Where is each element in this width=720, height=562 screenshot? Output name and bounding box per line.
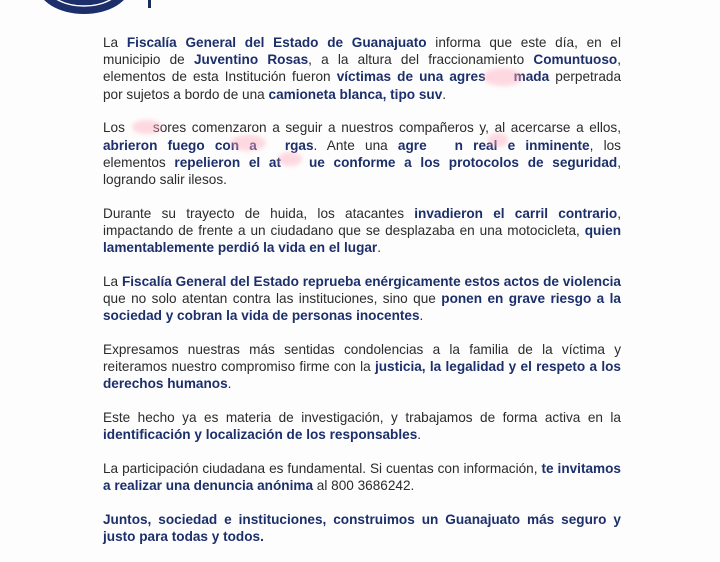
blurred-redaction bbox=[230, 135, 266, 151]
text-run: La bbox=[103, 273, 122, 289]
text-run: , impactando de frente a un ciudadano que se desplazaba en una motocicleta, bbox=[103, 205, 621, 238]
text-run: sores comenzaron a seguir a nuestros compañeros y, al acercarse a ellos, bbox=[152, 120, 621, 136]
blurred-redaction bbox=[278, 152, 302, 166]
letterhead-divider bbox=[148, 0, 151, 8]
paragraph-3 bbox=[103, 205, 621, 257]
bold-text: víctimas de una agres bbox=[336, 69, 486, 85]
text-run: Este hecho ya es materia de investigación, y trabajamos de forma activa en la bbox=[103, 409, 621, 425]
paragraph-4 bbox=[103, 273, 621, 325]
text-run: La bbox=[103, 35, 127, 50]
bold-text: mada bbox=[513, 69, 550, 85]
bold-text: quien lamentablemente perdió la vida en el lugar bbox=[103, 222, 621, 256]
text-run: La participación ciudadana es fundamental. Si cuentas con información, bbox=[103, 460, 542, 476]
paragraph-8 bbox=[103, 511, 621, 545]
bold-text: te invitamos a realizar una denuncia anónima bbox=[103, 460, 621, 494]
text-run: . Ante una bbox=[313, 137, 398, 153]
text-run: Durante su trayecto de huida, los atacantes bbox=[103, 205, 415, 221]
text-run: , a la altura del fraccionamiento bbox=[308, 52, 534, 68]
blurred-redaction bbox=[483, 68, 523, 86]
paragraph-5 bbox=[103, 341, 621, 393]
bold-text: invadieron el carril contrario bbox=[414, 205, 618, 221]
paragraph-1 bbox=[103, 34, 621, 103]
text-run: . bbox=[417, 427, 422, 443]
bold-text: rgas bbox=[284, 137, 314, 153]
press-release-body bbox=[103, 34, 621, 562]
bold-text: justicia, la legalidad y el respeto a los derechos humanos bbox=[103, 359, 621, 392]
bold-text: identificación y localización de los responsables bbox=[103, 427, 418, 443]
text-run: informa que este día, en el municipio de bbox=[103, 35, 621, 68]
blurred-redaction bbox=[488, 133, 508, 147]
bold-text: ponen en grave riesgo a la sociedad y cobran la vida de personas inocentes bbox=[103, 290, 621, 324]
bold-text: repelieron el at bbox=[174, 154, 281, 170]
text-run: , los elementos bbox=[103, 137, 621, 170]
paragraph-6 bbox=[103, 409, 621, 443]
text-run: . bbox=[227, 376, 232, 392]
bold-text: ue conforme a los protocolos de seguridad bbox=[308, 154, 618, 170]
bold-text: camioneta blanca, tipo suv bbox=[268, 86, 443, 102]
text-run: perpetrada por sujetos a bordo de una bbox=[103, 69, 622, 102]
text-run: Expresamos nuestras más sentidas condolencias a la familia de la víctima y reiteramos nuestro compromiso firme con la bbox=[103, 341, 621, 375]
bold-text: agre bbox=[397, 137, 427, 153]
bold-text: Juntos, sociedad e instituciones, construimos un Guanajuato más seguro y justo para todas y todos. bbox=[103, 511, 621, 544]
paragraph-7 bbox=[103, 460, 621, 494]
bold-text: Comuntuoso bbox=[533, 52, 618, 68]
bold-text: Juventino Rosas bbox=[193, 52, 309, 68]
seal-icon bbox=[36, 0, 132, 16]
text-run: que no solo atentan contra las instituciones, sino que bbox=[103, 290, 442, 306]
paragraph-2 bbox=[103, 119, 621, 188]
text-run: , logrando salir ilesos. bbox=[103, 154, 621, 187]
text-run: , elementos de esta Institución fueron bbox=[103, 52, 621, 85]
bold-text: abrieron fuego con a bbox=[103, 137, 257, 153]
text-run: Los bbox=[103, 120, 125, 136]
bold-text: n real e inminente bbox=[454, 137, 590, 153]
blurred-redaction bbox=[132, 120, 162, 134]
text-run: al 800 3686242. bbox=[313, 478, 415, 494]
text-run: . bbox=[377, 240, 382, 256]
text-run: . bbox=[442, 86, 447, 102]
bold-text: Fiscalía General del Estado de Guanajuato bbox=[126, 35, 427, 50]
bold-text: Fiscalía General del Estado reprueba enérgicamente estos actos de violencia bbox=[121, 273, 621, 289]
letterhead bbox=[36, 0, 132, 21]
text-run: . bbox=[419, 308, 424, 324]
